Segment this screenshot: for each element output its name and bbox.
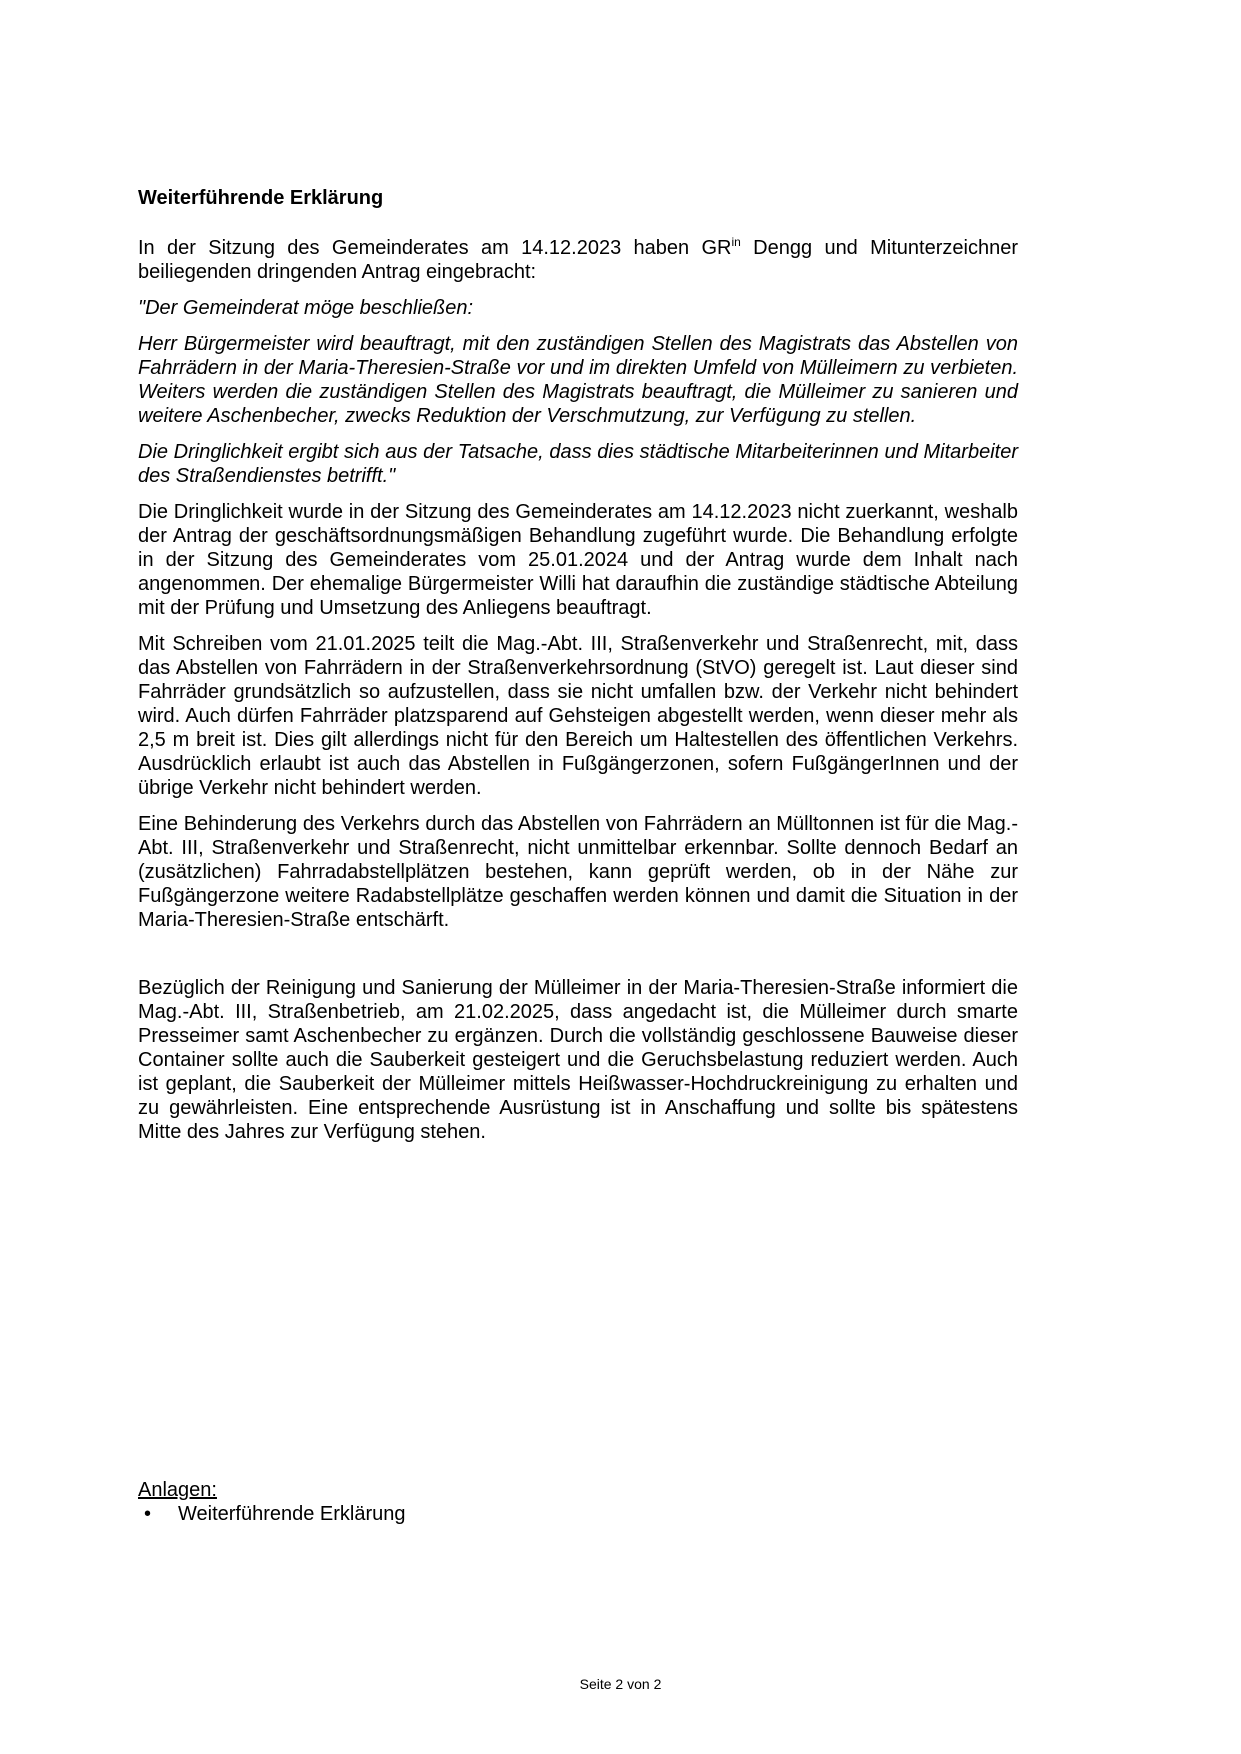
document-title: Weiterführende Erklärung [138, 187, 384, 209]
attachments-label: Anlagen: [138, 1479, 217, 1501]
obstruction-paragraph: Eine Behinderung des Verkehrs durch das Abstellen von Fahrrädern an Mülltonnen ist für die Mag.-Abt. III, Straßenverkehr und Straßenrecht, nicht unmittelbar erkennbar. Sollte dennoch Bedarf an (zusätzlichen) Fahrradabstellplätzen bestehen, kann geprüft werden, ob in der Nähe zur Fußgängerzone weitere Radabstellplätze geschaffen werden können und damit die Situation in der Maria-Theresien-Straße entschärft. [138, 813, 1018, 931]
quote-intro: "Der Gemeinderat möge beschließen: [138, 297, 474, 319]
spacer [138, 944, 1018, 976]
attachment-text: Weiterführende Erklärung [178, 1503, 406, 1525]
quote-urgency: Die Dringlichkeit ergibt sich aus der Tatsache, dass dies städtische Mitarbeiterinnen und Mitarbeiter des Straßendienstes betrifft." [138, 441, 1018, 487]
page-number: Seite 2 von 2 [579, 1676, 662, 1692]
intro-text-part1: In der Sitzung des Gemeinderates am 14.12.2023 haben GR [138, 237, 732, 259]
stvo-paragraph: Mit Schreiben vom 21.01.2025 teilt die Mag.-Abt. III, Straßenverkehr und Straßenrecht, mit, dass das Abstellen von Fahrrädern in der Straßenverkehrsordnung (StVO) geregelt ist. Laut dieser sind Fahrräder grundsätzlich so aufzustellen, dass sie nicht umfallen bzw. der Verkehr nicht behindert wird. Auch dürfen Fahrräder platzsparend auf Gehsteigen abgestellt werden, wenn dieser mehr als 2,5 m breit ist. Dies gilt allerdings nicht für den Bereich um Haltestellen des öffentlichen Verkehrs. Ausdrücklich erlaubt ist auch das Abstellen in Fußgängerzonen, sofern FußgängerInnen und der übrige Verkehr nicht behindert werden. [138, 633, 1018, 799]
bullet-icon: • [144, 1503, 152, 1525]
attachment-item [138, 1502, 406, 1526]
quote-body: Herr Bürgermeister wird beauftragt, mit den zuständigen Stellen des Magistrats das Abstellen von Fahrrädern in der Maria-Theresien-Straße vor und im direkten Umfeld von Mülleimern zu verbieten. Weiters werden die zuständigen Stellen des Magistrats beauftragt, die Mülleimer zu sanieren und weitere Aschenbecher, zwecks Reduktion der Verschmutzung, zur Verfügung zu stellen. [138, 333, 1018, 427]
intro-text-part2: Dengg und Mitunterzeichner beiliegenden dringenden Antrag eingebracht: [138, 237, 1018, 283]
document-body [138, 186, 1018, 1156]
gender-superscript: in [731, 235, 741, 249]
urgency-paragraph: Die Dringlichkeit wurde in der Sitzung des Gemeinderates am 14.12.2023 nicht zuerkannt, weshalb der Antrag der geschäftsordnungsmäßigen Behandlung zugeführt wurde. Die Behandlung erfolgte in der Sitzung des Gemeinderates vom 25.01.2024 und der Antrag wurde dem Inhalt nach angenommen. Der ehemalige Bürgermeister Willi hat daraufhin die zuständige städtische Abteilung mit der Prüfung und Umsetzung des Anliegens beauftragt. [138, 501, 1018, 619]
intro-paragraph [138, 236, 1018, 284]
attachments-list [138, 1502, 406, 1526]
attachments-section [138, 1478, 406, 1526]
cleaning-paragraph: Bezüglich der Reinigung und Sanierung der Mülleimer in der Maria-Theresien-Straße informiert die Mag.-Abt. III, Straßenbetrieb, am 21.02.2025, dass angedacht ist, die Mülleimer durch smarte Presseimer samt Aschenbecher zu ergänzen. Durch die vollständig geschlossene Bauweise dieser Container sollte auch die Sauberkeit gesteigert und die Geruchsbelastung reduziert werden. Auch ist geplant, die Sauberkeit der Mülleimer mittels Heißwasser-Hochdruckreinigung zu erhalten und zu gewährleisten. Eine entsprechende Ausrüstung ist in Anschaffung und sollte bis spätestens Mitte des Jahres zur Verfügung stehen. [138, 977, 1018, 1143]
